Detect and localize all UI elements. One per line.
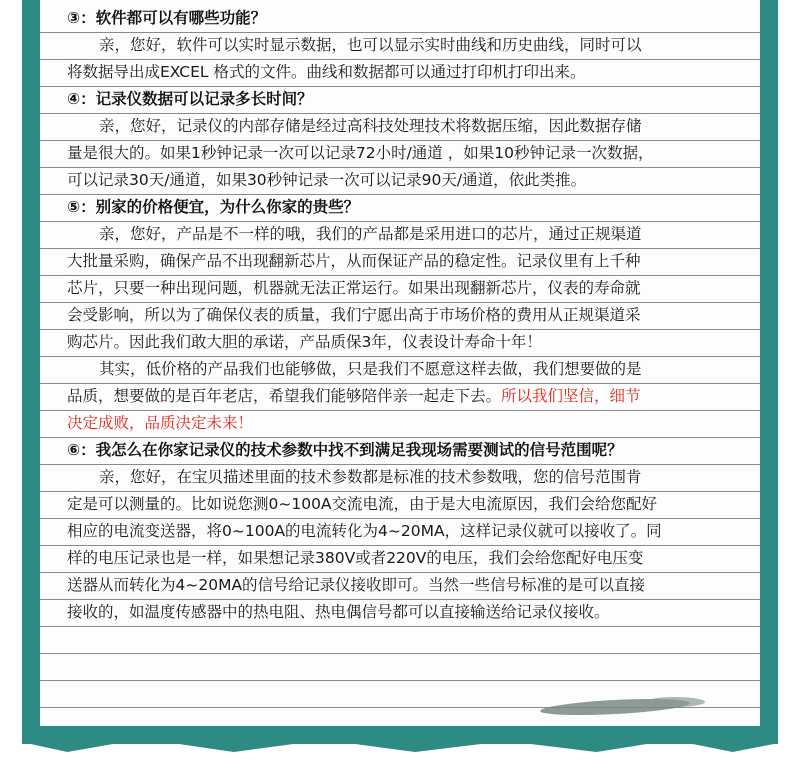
faq-answer-3-line: 将数据导出成EXCEL 格式的文件。曲线和数据都可以通过打印机打印出来。 xyxy=(67,63,586,81)
faq-answer-5-line: 芯片，只要一种出现问题，机器就无法正常运行。如果出现翻新芯片，仪表的寿命就 xyxy=(67,279,641,297)
faq-answer-3-line: 亲，您好，软件可以实时显示数据，也可以显示实时曲线和历史曲线，同时可以 xyxy=(99,36,642,54)
faq-question-5: ⑤：别家的价格便宜，为什么你家的贵些？ xyxy=(67,198,360,216)
faq-question-3: ③：软件都可以有哪些功能？ xyxy=(67,9,267,27)
faq-answer-6-line: 相应的电流变送器，将0~100A的电流转化为4~20MA，这样记录仪就可以接收了。同 xyxy=(67,522,662,540)
faq-answer-6-line: 接收的，如温度传感器中的热电阻、热电偶信号都可以直接输送给记录仪接收。 xyxy=(67,603,610,621)
faq-question-4: ④：记录仪数据可以记录多长时间？ xyxy=(67,90,313,108)
faq-answer-4-line: 量是很大的。如果1秒钟记录一次可以记录72小时/通道 ，如果10秒钟记录一次数据， xyxy=(67,144,654,162)
faq-answer-5-line: 大批量采购，确保产品不出现翻新芯片，从而保证产品的稳定性。记录仪里有上千种 xyxy=(67,252,641,270)
faq-answer-5-line: 亲，您好，产品是不一样的哦，我们的产品都是采用进口的芯片，通过正规渠道 xyxy=(99,225,642,243)
faq-answer-4-line: 可以记录30天/通道，如果30秒钟记录一次可以记录90天/通道，依此类推。 xyxy=(67,171,587,189)
faq-answer-5-line: 其实，低价格的产品我们也能够做，只是我们不愿意这样去做，我们想要做的是 xyxy=(99,360,642,378)
faq-answer-6-line: 亲，您好，在宝贝描述里面的技术参数都是标准的技术参数哦，您的信号范围肯 xyxy=(99,468,642,486)
faq-answer-6-line: 送器从而转化为4~20MA的信号给记录仪接收即可。当然一些信号标准的是可以直接 xyxy=(67,576,646,594)
faq-answer-5-line xyxy=(67,384,757,411)
faq-answer-5-line: 会受影响，所以为了确保仪表的质量，我们宁愿出高于市场价格的费用从正规渠道采 xyxy=(67,306,641,324)
faq-question-6: ⑥：我怎么在你家记录仪的技术参数中找不到满足我现场需要测试的信号范围呢？ xyxy=(67,441,623,459)
faq-answer-5-line: 购芯片。因此我们敢大胆的承诺，产品质保3年，仪表设计寿命十年！ xyxy=(67,333,542,351)
faq-answer-6-line: 定是可以测量的。比如说您测0~100A交流电流，由于是大电流原因，我们会给您配好 xyxy=(67,495,658,513)
faq-answer-5-highlight: 决定成败，品质决定未来！ xyxy=(67,414,254,432)
paint-smudge xyxy=(645,697,705,707)
faq-answer-4-line: 亲，您好，记录仪的内部存储是经过高科技处理技术将数据压缩，因此数据存储 xyxy=(99,117,642,135)
faq-answer-5-highlight: 所以我们坚信，细节 xyxy=(501,387,641,405)
notebook-paper xyxy=(40,0,760,726)
faq-content xyxy=(67,6,757,627)
faq-answer-5-text: 品质，想要做的是百年老店，希望我们能够陪伴亲一起走下去。 xyxy=(67,387,502,405)
faq-answer-6-line: 样的电压记录也是一样，如果想记录380V或者220V的电压，我们会给您配好电压变 xyxy=(67,549,644,567)
